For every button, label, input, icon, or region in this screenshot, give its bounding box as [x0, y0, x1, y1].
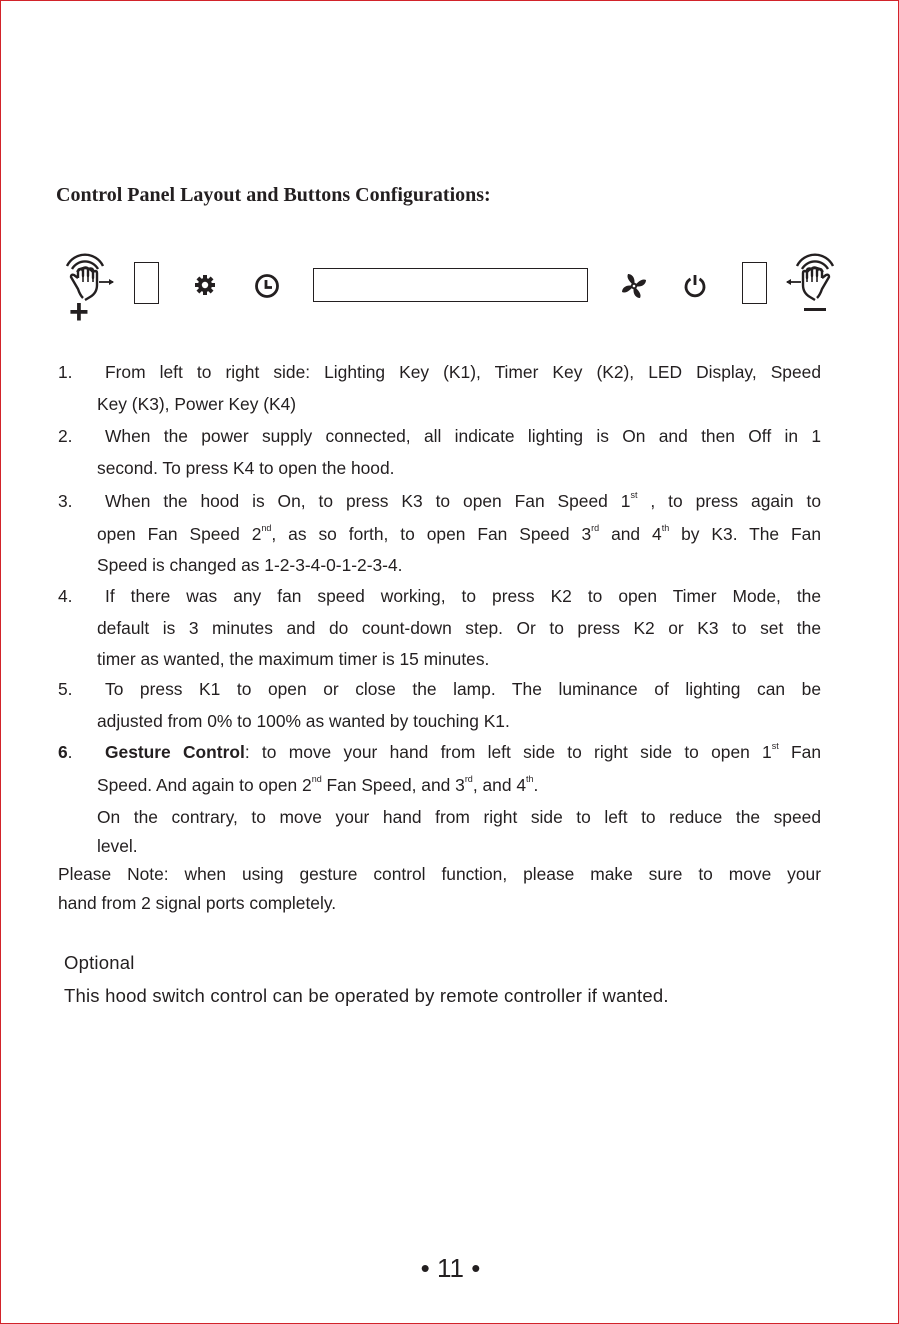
item-line: On the contrary, to move your hand from right side to left to reduce the speed: [97, 807, 821, 827]
note-line: Please Note: when using gesture control function, please make sure to move your: [58, 864, 821, 884]
item-line: When the hood is On, to press K3 to open Fan Speed 1st , to press again to: [105, 490, 822, 511]
note-line: hand from 2 signal ports completely.: [58, 893, 337, 913]
optional-title: Optional: [64, 952, 135, 973]
item-number: 4.: [58, 586, 73, 606]
item-line: If there was any fan speed working, to press K2 to open Timer Mode, the: [105, 586, 821, 606]
gesture-control-label: Gesture Control: [105, 742, 245, 762]
item-line: level.: [97, 836, 138, 856]
item-line: timer as wanted, the maximum timer is 15 minutes.: [97, 649, 490, 669]
list-item: [58, 580, 821, 674]
item-line: adjusted from 0% to 100% as wanted by touching K1.: [97, 711, 510, 731]
lighting-icon[interactable]: [194, 274, 216, 296]
item-line: When the power supply connected, all indicate lighting is On and then Off in 1: [105, 426, 821, 446]
minus-symbol: [804, 308, 826, 311]
control-panel-diagram: [1, 246, 898, 331]
list-item: [58, 673, 821, 737]
right-sensor-port: [742, 262, 767, 304]
section-heading: Control Panel Layout and Buttons Configurations:: [56, 184, 491, 206]
timer-icon[interactable]: [254, 273, 280, 299]
item-line: From left to right side: Lighting Key (K1), Timer Key (K2), LED Display, Speed: [105, 362, 821, 382]
led-display: [313, 268, 588, 302]
power-icon[interactable]: [682, 272, 708, 298]
page-number: • 11 •: [420, 1253, 481, 1283]
item-number: 1.: [58, 362, 73, 382]
gesture-minus-icon: [783, 252, 839, 302]
item-line: second. To press K4 to open the hood.: [97, 458, 395, 478]
plus-symbol: +: [69, 293, 89, 331]
item-line: Speed. And again to open 2nd Fan Speed, and 3rd, and 4th.: [97, 774, 539, 795]
list-item: [58, 420, 821, 484]
item-line: Gesture Control: to move your hand from left side to right side to open 1st Fan: [105, 741, 821, 762]
list-item: [58, 736, 821, 860]
item-line: Speed is changed as 1-2-3-4-0-1-2-3-4.: [97, 555, 403, 575]
fan-icon[interactable]: [620, 272, 648, 300]
item-number: 2.: [58, 426, 73, 446]
optional-text: This hood switch control can be operated by remote controller if wanted.: [64, 985, 669, 1006]
list-item: [58, 485, 821, 579]
item-number: 5.: [58, 679, 73, 699]
item-line: open Fan Speed 2nd, as so forth, to open Fan Speed 3rd and 4th by K3. The Fan: [97, 523, 821, 544]
left-sensor-port: [134, 262, 159, 304]
item-number: 3.: [58, 491, 73, 511]
item-number: 6.: [58, 742, 73, 762]
item-line: To press K1 to open or close the lamp. The luminance of lighting can be: [105, 679, 821, 699]
item-line: Key (K3), Power Key (K4): [97, 394, 297, 414]
list-item: [58, 356, 821, 420]
note-paragraph: [58, 860, 821, 918]
item-line: default is 3 minutes and do count-down step. Or to press K2 or K3 to set the: [97, 618, 821, 638]
